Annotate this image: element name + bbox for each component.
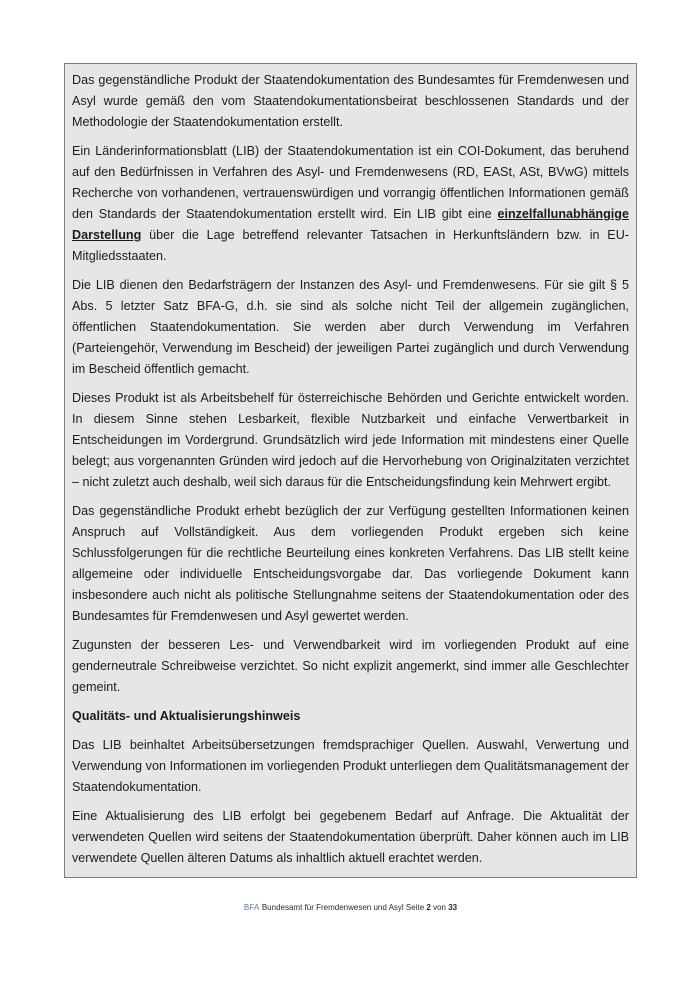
footer-page-number: 2 — [426, 903, 431, 912]
paragraph-arbeitsbehelf: Dieses Produkt ist als Arbeitsbehelf für österreichische Behörden und Gerichte entwickelt worden. In diesem Sinne stehen Lesbarkeit, flexible Nutzbarkeit und einfache Verwertbarkeit in Entscheidungen im Vordergrund. Grundsätzlich wird jede Information mit mindestens einer Quelle belegt; aus vorgenannten Gründen wird jedoch auf die Hervorhebung von Originalzitaten verzichtet – nicht zuletzt auch deshalb, weil sich daraus für die Entscheidungsfindung kein Mehrwert ergibt. — [72, 391, 629, 489]
bfa-logo: BFA — [243, 903, 260, 912]
paragraph-aktualisierung: Eine Aktualisierung des LIB erfolgt bei gegebenem Bedarf auf Anfrage. Die Aktualität der verwendeten Quellen wird seitens der Staatendokumentation überprüft. Daher können auch im LIB verwendete Quellen älteren Datums als inhaltlich aktuell erachtet werden. — [72, 809, 629, 865]
footer-of-label: von — [433, 903, 446, 912]
disclaimer-box — [64, 63, 637, 878]
paragraph-vollstaendigkeit: Das gegenständliche Produkt erhebt bezüglich der zur Verfügung gestellten Informationen keinen Anspruch auf Vollständigkeit. Aus dem vorliegenden Produkt ergeben sich keine Schlussfolgerungen für die rechtliche Beurteilung eines konkreten Verfahrens. Das LIB stellt keine allgemeine oder individuelle Entscheidungsvorgabe dar. Das vorliegende Dokument kann insbesondere auch nicht als politische Stellungnahme seitens der Staatendokumentation oder des Bundesamtes für Fremdenwesen und Asyl gewertet werden. — [72, 504, 629, 623]
paragraph-text: Ein Länderinformationsblatt (LIB) der Staatendokumentation ist ein COI-Dokument, das beruhend auf den Bedürfnissen in Verfahren des Asyl- und Fremdenwesens (RD, EASt, ASt, BVwG) mittels Recherche von vorhandenen, vertrauenswürdigen und vorrangig öffentlichen Informationen gemäß den Standards der Staatendokumentation erstellt wird. Ein LIB gibt eine — [72, 144, 629, 221]
emphasized-text: einzelfallunabhängige Darstellung — [72, 207, 629, 242]
paragraph-text: über die Lage betreffend relevanter Tatsachen in Herkunftsländern bzw. in EU-Mitgliedsstaaten. — [72, 228, 629, 263]
paragraph-schreibweise: Zugunsten der besseren Les- und Verwendbarkeit wird im vorliegenden Produkt auf eine genderneutrale Schreibweise verzichtet. So nicht explizit angemerkt, sind immer alle Geschlechter gemeint. — [72, 638, 629, 694]
footer-page-total: 33 — [448, 903, 458, 912]
paragraph-standards: Das gegenständliche Produkt der Staatendokumentation des Bundesamtes für Fremdenwesen und Asyl wurde gemäß den vom Staatendokumentationsbeirat beschlossenen Standards und der Methodologie der Staatendokumentation erstellt. — [72, 73, 629, 129]
section-heading-qualitaet: Qualitäts- und Aktualisierungshinweis — [72, 709, 301, 723]
paragraph-uebersetzungen: Das LIB beinhaltet Arbeitsübersetzungen fremdsprachiger Quellen. Auswahl, Verwertung und Verwendung von Informationen im vorliegenden Produkt unterliegen dem Qualitätsmanagement der Staatendokumentation. — [72, 738, 629, 794]
paragraph-lib-definition — [72, 141, 629, 267]
paragraph-bedarfstraeger: Die LIB dienen den Bedarfsträgern der Instanzen des Asyl- und Fremdenwesens. Für sie gilt § 5 Abs. 5 letzter Satz BFA-G, d.h. sie sind als solche nicht Teil der allgemein zugänglichen, öffentlichen Staatendokumentation. Sie werden aber durch Verwendung im Verfahren (Parteiengehör, Verwendung im Bescheid) der jeweiligen Partei zugänglich und durch Verwendung im Bescheid öffentlich gemacht. — [72, 278, 629, 376]
footer-org-name: Bundesamt für Fremdenwesen und Asyl — [261, 903, 404, 912]
footer-page-label: Seite — [405, 903, 425, 912]
page-footer — [0, 902, 700, 914]
